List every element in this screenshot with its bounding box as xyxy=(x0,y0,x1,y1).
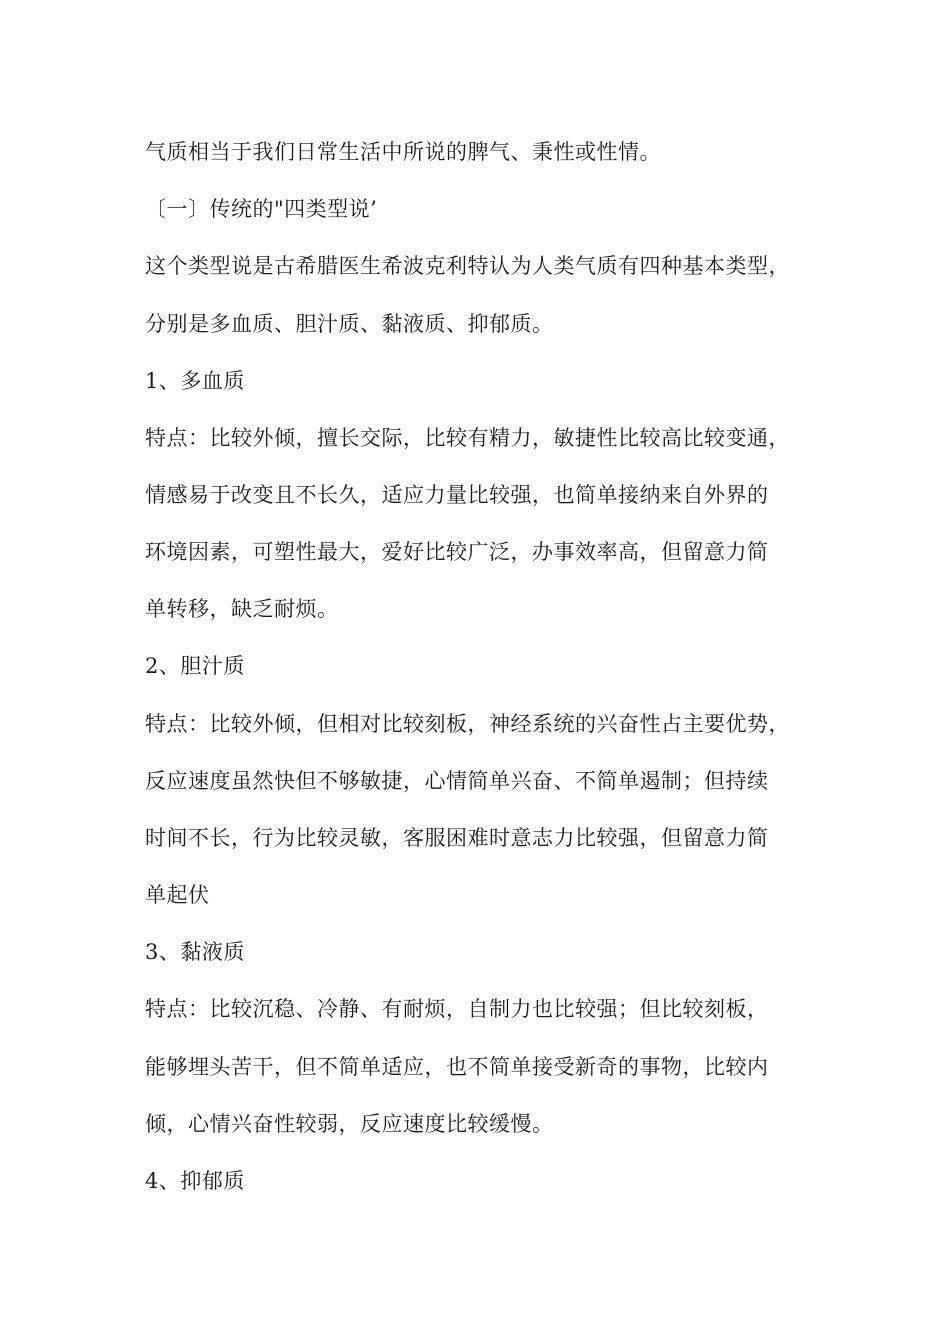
paragraph-line: 气质相当于我们日常生活中所说的脾气、秉性或性情。 xyxy=(145,140,661,164)
paragraph-line: 分别是多血质、胆汁质、黏液质、抑郁质。 xyxy=(145,312,554,336)
paragraph-line: 单起伏 xyxy=(145,883,210,907)
paragraph-line: 特点：比较外倾，但相对比较刻板，神经系统的兴奋性占主要优势， xyxy=(145,712,790,736)
item-heading: 1、多血质 xyxy=(145,369,245,393)
item-heading: 3、黏液质 xyxy=(145,940,245,964)
paragraph-line: 特点：比较外倾，擅长交际，比较有精力，敏捷性比较高比较变通， xyxy=(145,426,790,450)
paragraph-line: 反应速度虽然快但不够敏捷，心情简单兴奋、不简单遏制；但持续 xyxy=(145,769,769,793)
paragraph-line: 特点：比较沉稳、冷静、有耐烦，自制力也比较强；但比较刻板， xyxy=(145,997,769,1021)
paragraph-line: 能够埋头苦干，但不简单适应，也不简单接受新奇的事物，比较内 xyxy=(145,1055,769,1079)
paragraph-line: 环境因素，可塑性最大，爱好比较广泛，办事效率高，但留意力简 xyxy=(145,540,769,564)
item-heading: 4、抑郁质 xyxy=(145,1169,245,1193)
paragraph-line: 单转移，缺乏耐烦。 xyxy=(145,597,339,621)
paragraph-line: 情感易于改变且不长久，适应力量比较强，也简单接纳来自外界的 xyxy=(145,483,769,507)
section-heading: 〔一〕传统的"四类型说’ xyxy=(145,197,378,221)
item-heading: 2、胆汁质 xyxy=(145,654,245,678)
paragraph-line: 倾，心情兴奋性较弱，反应速度比较缓慢。 xyxy=(145,1112,554,1136)
paragraph-line: 这个类型说是古希腊医生希波克利特认为人类气质有四种基本类型， xyxy=(145,254,790,278)
paragraph-line: 时间不长，行为比较灵敏，客服困难时意志力比较强，但留意力简 xyxy=(145,826,769,850)
